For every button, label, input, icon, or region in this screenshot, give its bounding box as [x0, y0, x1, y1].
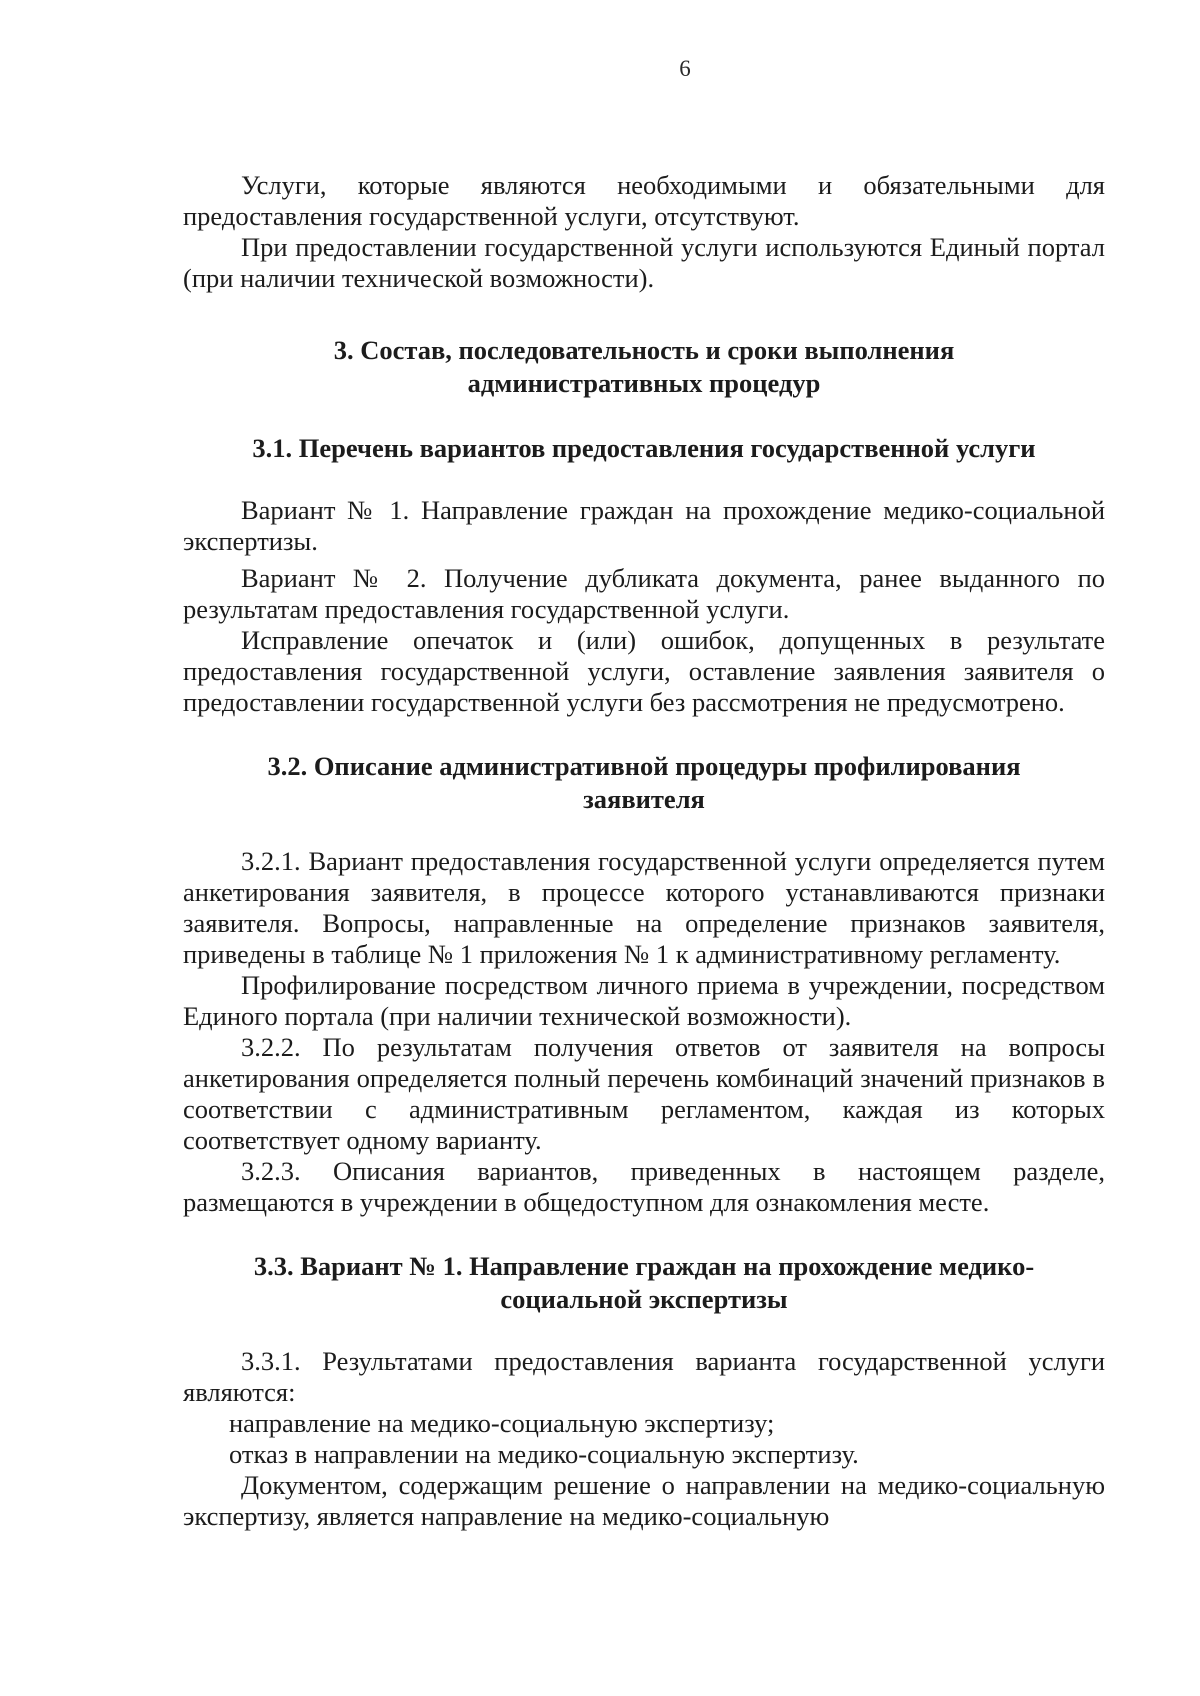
section-3-2-paragraph-1: 3.2.1. Вариант предоставления государственной услуги определяется путем анкетирования заявителя, в процессе которого устанавливаются признаки заявителя. Вопросы, направленные на определение признаков заявителя, приведены в таблице № 1 приложения № 1 к административному регламенту. — [183, 846, 1105, 969]
section-3-3-list-item-2: отказ в направлении на медико-социальную экспертизу. — [229, 1439, 859, 1469]
section-3-3-paragraph-2: Документом, содержащим решение о направлении на медико-социальную экспертизу, является направление на медико-социальную — [183, 1470, 1105, 1531]
section-3-2-heading — [183, 750, 1105, 816]
page-number: 6 — [679, 56, 691, 81]
document-body — [183, 170, 1105, 1532]
section-3-2-heading-line-2: заявителя — [583, 784, 705, 814]
section-3-3-heading-line-2: социальной экспертизы — [500, 1284, 788, 1314]
section-3-2-paragraph-4: 3.2.3. Описания вариантов, приведенных в настоящем разделе, размещаются в учреждении в общедоступном для ознакомления месте. — [183, 1156, 1105, 1217]
section-3-heading-line-2: административных процедур — [467, 368, 821, 398]
intro-paragraph-2: При предоставлении государственной услуги используются Единый портал (при наличии технической возможности). — [183, 232, 1105, 293]
section-3-2-heading-line-1: 3.2. Описание административной процедуры профилирования — [267, 751, 1021, 781]
section-3-1-paragraph-2: Вариант № 2. Получение дубликата документа, ранее выданного по результатам предоставления государственной услуги. — [183, 563, 1105, 624]
section-3-3-heading-line-1: 3.3. Вариант № 1. Направление граждан на прохождение медико- — [253, 1251, 1035, 1281]
section-3-1-heading: 3.1. Перечень вариантов предоставления государственной услуги — [252, 433, 1036, 463]
section-3-1-paragraph-1: Вариант № 1. Направление граждан на прохождение медико-социальной экспертизы. — [183, 495, 1105, 556]
section-3-heading-line-1: 3. Состав, последовательность и сроки выполнения — [333, 335, 955, 365]
section-3-3-heading — [183, 1250, 1105, 1316]
section-3-3-paragraph-1: 3.3.1. Результатами предоставления варианта государственной услуги являются: — [183, 1346, 1105, 1407]
section-3-1-paragraph-3: Исправление опечаток и (или) ошибок, допущенных в результате предоставления государственной услуги, оставление заявления заявителя о предоставлении государственной услуги без рассмотрения не предусмотрено. — [183, 625, 1105, 717]
intro-paragraph-1: Услуги, которые являются необходимыми и обязательными для предоставления государственной услуги, отсутствуют. — [183, 170, 1105, 231]
section-3-3-list-item-1: направление на медико-социальную экспертизу; — [229, 1408, 775, 1438]
section-3-2-paragraph-2: Профилирование посредством личного приема в учреждении, посредством Единого портала (при наличии технической возможности). — [183, 970, 1105, 1031]
section-3-heading — [183, 334, 1105, 400]
section-3-2-paragraph-3: 3.2.2. По результатам получения ответов от заявителя на вопросы анкетирования определяется полный перечень комбинаций значений признаков в соответствии с административным регламентом, каждая из которых соответствует одному варианту. — [183, 1032, 1105, 1155]
